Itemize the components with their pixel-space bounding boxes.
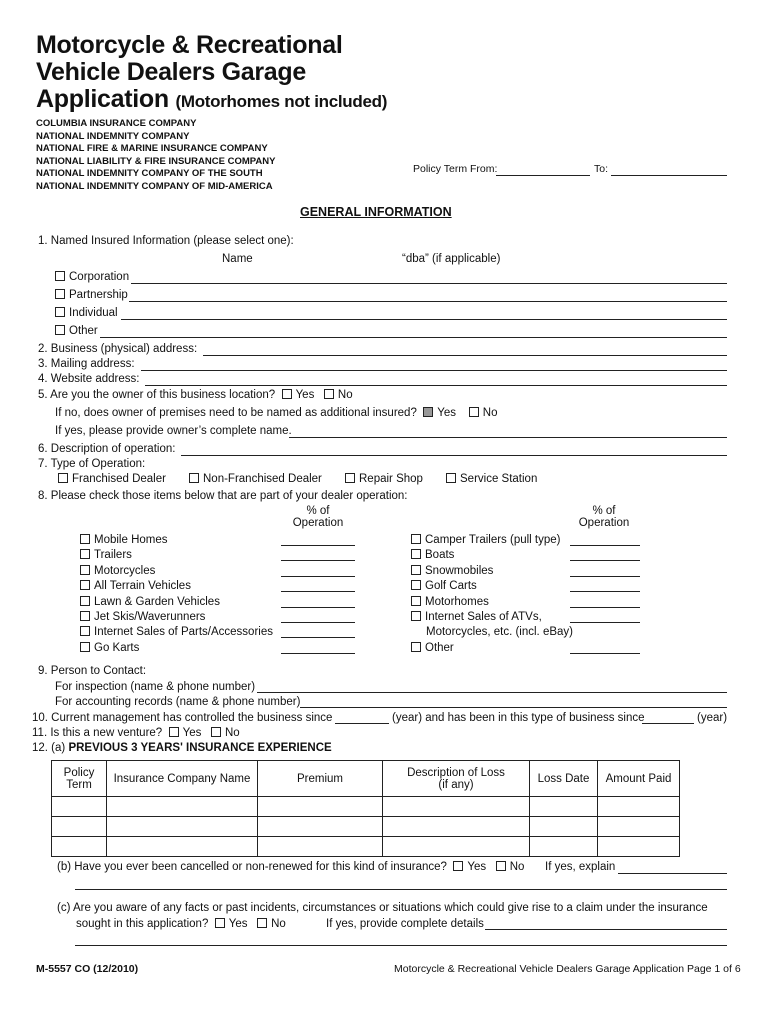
q10-label-1: 10. Current management has controlled the business since (32, 712, 333, 724)
q12c-label-2: sought in this application? (76, 918, 209, 930)
table-cell[interactable] (530, 817, 598, 837)
partnership-checkbox[interactable] (55, 289, 65, 299)
table-cell[interactable] (383, 817, 530, 837)
operation-pct-field[interactable] (281, 560, 355, 561)
title-subtitle: (Motorhomes not included) (175, 92, 388, 111)
policy-term-to-field[interactable] (611, 175, 727, 176)
operation-item-checkbox[interactable] (80, 642, 90, 652)
company-name: NATIONAL INDEMNITY COMPANY (36, 130, 190, 142)
q5-followup2-label: If yes, please provide owner’s complete name. (55, 425, 292, 437)
operation-pct-field[interactable] (570, 560, 640, 561)
cancelled-yes-checkbox[interactable] (453, 861, 463, 871)
cancelled-yes-label: Yes (467, 861, 487, 873)
operation-item-label: Jet Skis/Waverunners (94, 611, 206, 623)
claims-no-label: No (271, 918, 286, 930)
operation-pct-field[interactable] (570, 576, 640, 577)
cancelled-no-label: No (509, 861, 525, 873)
operation-pct-field[interactable] (570, 591, 640, 592)
operation-item-checkbox[interactable] (80, 565, 90, 575)
operation-item-label: Motorhomes (425, 596, 489, 608)
accounting-contact-label: For accounting records (name & phone number) (55, 696, 301, 708)
company-list (36, 118, 275, 193)
table-cell[interactable] (52, 817, 107, 837)
operation-pct-field[interactable] (281, 607, 355, 608)
other-label: Other (69, 325, 98, 337)
operation-pct-field[interactable] (570, 653, 640, 654)
operation-item-checkbox[interactable] (80, 549, 90, 559)
repair-shop-label: Repair Shop (359, 473, 423, 485)
individual-label: Individual (69, 307, 118, 319)
operation-item-checkbox[interactable] (411, 642, 421, 652)
service-station-checkbox[interactable] (446, 473, 456, 483)
operation-item-checkbox[interactable] (80, 611, 90, 621)
operation-item-checkbox[interactable] (80, 596, 90, 606)
operation-pct-field[interactable] (570, 622, 640, 623)
col-premium: Premium (258, 761, 383, 797)
operation-pct-field[interactable] (281, 637, 355, 638)
section-header: GENERAL INFORMATION (300, 205, 452, 219)
table-cell[interactable] (107, 837, 258, 857)
table-cell[interactable] (258, 797, 383, 817)
operation-item-checkbox[interactable] (411, 596, 421, 606)
q11-label: 11. Is this a new venture? (32, 727, 163, 739)
partnership-name-field[interactable] (129, 301, 727, 302)
inspection-contact-field[interactable] (257, 692, 727, 693)
policy-term-from-field[interactable] (496, 175, 590, 176)
q5-followup-yes-label: Yes (437, 407, 456, 419)
cancelled-explain-label: If yes, explain (545, 861, 616, 873)
claims-no-checkbox[interactable] (257, 918, 267, 928)
q12-label: PREVIOUS 3 YEARS' INSURANCE EXPERIENCE (68, 742, 332, 754)
individual-checkbox[interactable] (55, 307, 65, 317)
q1-label: 1. Named Insured Information (please select one): (38, 235, 294, 247)
operation-item-label: Golf Carts (425, 580, 477, 592)
corporation-label: Corporation (69, 271, 130, 283)
company-name: NATIONAL INDEMNITY COMPANY OF THE SOUTH (36, 168, 263, 179)
col-company-name: Insurance Company Name (107, 761, 258, 797)
q7-label: 7. Type of Operation: (38, 458, 146, 470)
corporation-name-field[interactable] (131, 283, 727, 284)
operation-item-label: Other (425, 642, 454, 654)
operation-item-label: Internet Sales of Parts/Accessories (94, 626, 273, 638)
new-venture-yes-checkbox[interactable] (169, 727, 179, 737)
col-policy-term: Policy Term (52, 761, 107, 797)
form-id: M-5557 CO (12/2010) (36, 963, 139, 975)
table-cell[interactable] (383, 797, 530, 817)
operation-item-label: Snowmobiles (425, 565, 494, 577)
q10-label-3: (year) (697, 712, 728, 724)
q5-yes-label: Yes (295, 389, 315, 401)
q10-label-2: (year) and has been in this type of business since (392, 712, 645, 724)
table-cell[interactable] (598, 797, 680, 817)
table-cell[interactable] (598, 837, 680, 857)
policy-term-to-label: To: (594, 163, 609, 175)
q5-followup-no-label: No (482, 407, 498, 419)
table-cell[interactable] (107, 817, 258, 837)
operation-item-checkbox[interactable] (80, 580, 90, 590)
operation-item-checkbox[interactable] (411, 549, 421, 559)
page-info: Motorcycle & Recreational Vehicle Dealers Garage Application Page 1 of 6 (394, 963, 741, 975)
company-name: NATIONAL FIRE & MARINE INSURANCE COMPANY (36, 143, 268, 154)
operation-item-label: Mobile Homes (94, 534, 168, 546)
q5-no-label: No (337, 389, 353, 401)
table-cell[interactable] (107, 797, 258, 817)
operation-pct-field[interactable] (570, 607, 640, 608)
service-station-label: Service Station (460, 473, 538, 485)
operation-pct-field[interactable] (281, 576, 355, 577)
partnership-label: Partnership (69, 289, 128, 301)
operation-item-label: Internet Sales of ATVs, (425, 611, 542, 623)
table-cell[interactable] (598, 817, 680, 837)
form-title (36, 32, 387, 115)
new-venture-no-label: No (224, 727, 240, 739)
q12c-label: (c) Are you aware of any facts or past incidents, circumstances or situations which could give rise to a claim under the insurance (57, 902, 708, 914)
operation-item-label: Motorcycles (94, 565, 156, 577)
pct-header-left (288, 505, 348, 529)
operation-item-label-cont: Motorcycles, etc. (incl. eBay) (426, 626, 573, 638)
operation-item-checkbox[interactable] (411, 580, 421, 590)
cancelled-no-checkbox[interactable] (496, 861, 506, 871)
table-cell[interactable] (52, 797, 107, 817)
management-since-year-field[interactable] (335, 723, 389, 724)
new-venture-yes-label: Yes (182, 727, 202, 739)
owner-name-field[interactable] (289, 437, 727, 438)
title-line-3: Application (36, 85, 169, 113)
cancelled-explain-field-2[interactable] (75, 889, 727, 890)
policy-term-from-label: Policy Term From: (413, 163, 498, 175)
franchised-dealer-label: Franchised Dealer (72, 473, 166, 485)
table-row (52, 837, 680, 857)
operation-item-label: Camper Trailers (pull type) (425, 534, 561, 546)
claims-yes-checkbox[interactable] (215, 918, 225, 928)
operation-item-checkbox[interactable] (411, 534, 421, 544)
operation-item-label: Go Karts (94, 642, 140, 654)
operation-item-checkbox[interactable] (80, 626, 90, 636)
table-row (52, 817, 680, 837)
individual-name-field[interactable] (121, 319, 727, 320)
q5-followup-no-checkbox[interactable] (469, 407, 479, 417)
business-since-year-field[interactable] (642, 723, 694, 724)
col-loss-description: Description of Loss (if any) (383, 761, 530, 797)
claims-details-label: If yes, provide complete details (326, 918, 484, 930)
q5-yes-checkbox[interactable] (282, 389, 292, 399)
q8-label: 8. Please check those items below that are part of your dealer operation: (38, 490, 408, 502)
table-cell[interactable] (530, 797, 598, 817)
operation-pct-field[interactable] (281, 653, 355, 654)
claims-details-field[interactable] (485, 929, 727, 930)
operation-item-checkbox[interactable] (411, 611, 421, 621)
franchised-dealer-checkbox[interactable] (58, 473, 68, 483)
operation-pct-field[interactable] (570, 545, 640, 546)
claims-yes-label: Yes (228, 918, 248, 930)
pct-header-line: Operation (578, 517, 630, 529)
other-checkbox[interactable] (55, 325, 65, 335)
operation-item-checkbox[interactable] (411, 565, 421, 575)
title-line-2: Vehicle Dealers Garage (36, 58, 306, 86)
operation-pct-field[interactable] (281, 591, 355, 592)
operation-item-label: Lawn & Garden Vehicles (94, 596, 220, 608)
operation-pct-field[interactable] (281, 545, 355, 546)
table-cell[interactable] (383, 837, 530, 857)
other-name-field[interactable] (100, 337, 727, 338)
business-address-field[interactable] (203, 355, 727, 356)
operation-item-checkbox[interactable] (80, 534, 90, 544)
operation-pct-field[interactable] (281, 622, 355, 623)
col-amount-paid: Amount Paid (598, 761, 680, 797)
mailing-address-field[interactable] (141, 370, 727, 371)
q5-followup-label: If no, does owner of premises need to be named as additional insured? (55, 407, 417, 419)
q2-label: 2. Business (physical) address: (38, 343, 198, 355)
title-line-1: Motorcycle & Recreational (36, 31, 343, 59)
table-cell[interactable] (530, 837, 598, 857)
non-franchised-dealer-checkbox[interactable] (189, 473, 199, 483)
operation-item-label: Trailers (94, 549, 132, 561)
q5-followup-yes-checkbox[interactable] (423, 407, 433, 417)
website-address-field[interactable] (145, 385, 727, 386)
company-name: NATIONAL LIABILITY & FIRE INSURANCE COMPANY (36, 155, 276, 167)
pct-header-right (574, 505, 634, 529)
col-loss-date: Loss Date (530, 761, 598, 797)
table-row (52, 797, 680, 817)
q3-label: 3. Mailing address: (38, 358, 135, 370)
pct-header-line: % of (306, 505, 330, 517)
table-cell[interactable] (258, 817, 383, 837)
company-name: NATIONAL INDEMNITY COMPANY OF MID-AMERICA (36, 180, 273, 192)
non-franchised-dealer-label: Non-Franchised Dealer (203, 473, 322, 485)
q12-num: 12. (a) (32, 742, 66, 754)
q1-col-name: Name (222, 253, 253, 265)
accounting-contact-field[interactable] (300, 707, 727, 708)
q1-col-dba: “dba” (if applicable) (402, 253, 501, 265)
insurance-history-table (51, 760, 680, 857)
q5-label: 5. Are you the owner of this business location? (38, 389, 276, 401)
table-cell[interactable] (258, 837, 383, 857)
company-name: COLUMBIA INSURANCE COMPANY (36, 118, 197, 129)
table-cell[interactable] (52, 837, 107, 857)
inspection-contact-label: For inspection (name & phone number) (55, 681, 256, 693)
q9-label: 9. Person to Contact: (38, 665, 147, 677)
pct-header-line: Operation (292, 517, 344, 529)
q12b-label: (b) Have you ever been cancelled or non-renewed for this kind of insurance? (57, 861, 447, 873)
claims-details-field-2[interactable] (75, 945, 727, 946)
pct-header-line: % of (592, 505, 616, 517)
operation-item-label: All Terrain Vehicles (94, 580, 191, 592)
description-of-operation-field[interactable] (181, 455, 727, 456)
operation-item-label: Boats (425, 549, 455, 561)
q5-no-checkbox[interactable] (324, 389, 334, 399)
cancelled-explain-field[interactable] (618, 873, 727, 874)
q4-label: 4. Website address: (38, 373, 140, 385)
new-venture-no-checkbox[interactable] (211, 727, 221, 737)
q6-label: 6. Description of operation: (38, 443, 176, 455)
repair-shop-checkbox[interactable] (345, 473, 355, 483)
corporation-checkbox[interactable] (55, 271, 65, 281)
